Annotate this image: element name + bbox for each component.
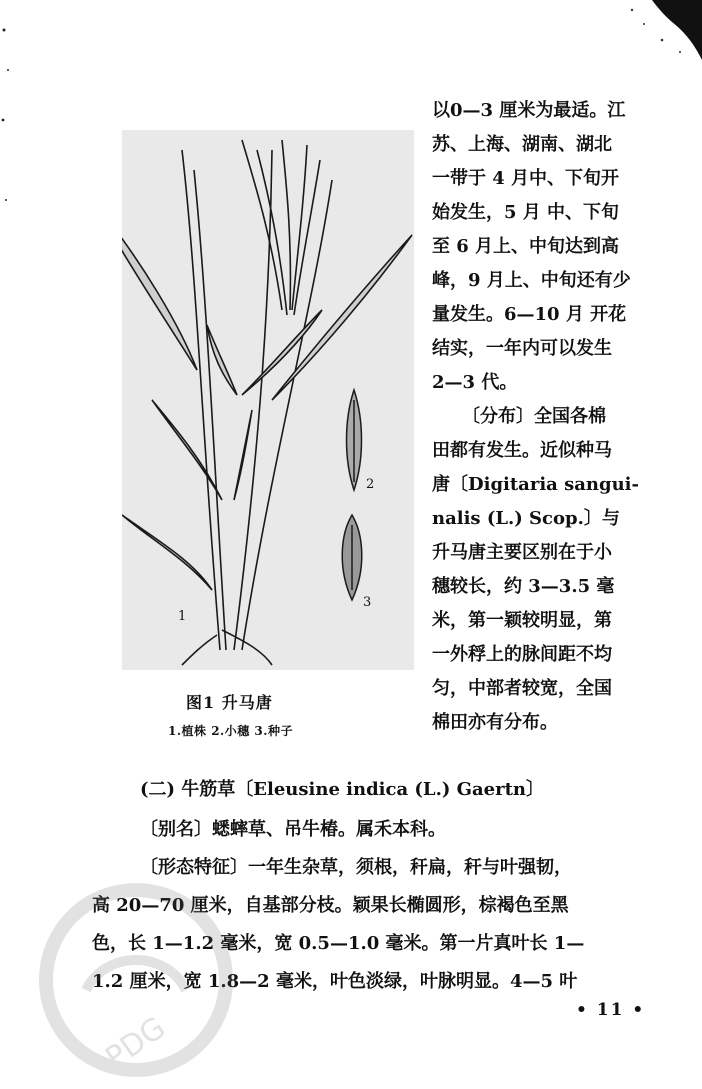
text-line: 至 6 月上、中旬达到高 <box>432 236 620 257</box>
section-heading: (二) 牛筋草〔Eleusine indica (L.) Gaertn〕 <box>140 779 545 800</box>
text-line: 穗较长，约 3—3.5 毫 <box>432 576 615 597</box>
text-line: 峰，9 月上、中旬还有少 <box>432 270 631 291</box>
text-line: 苏、上海、湖南、湖北 <box>432 134 612 155</box>
text-line: 始发生，5 月 中、下旬 <box>432 202 620 223</box>
text-line: 一带于 4 月中、下旬开 <box>432 168 620 189</box>
watermark-text: PDG <box>99 1010 173 1076</box>
text-line: 结实，一年内可以发生 <box>432 338 612 359</box>
text-line: 以0—3 厘米为最适。江 <box>432 100 626 121</box>
figure-illustration <box>122 130 414 670</box>
scan-noise-left <box>0 0 30 260</box>
figure-label-3: 3 <box>363 595 372 610</box>
morphology-line-1: 〔形态特征〕一年生杂草，须根，秆扁，秆与叶强韧， <box>140 857 572 878</box>
figure-label-1: 1 <box>178 609 187 624</box>
text-line: 〔分布〕全国各棉 <box>462 406 606 427</box>
morphology-line-3: 色，长 1—1.2 毫米，宽 0.5—1.0 毫米。第一片真叶长 1— <box>92 933 585 954</box>
scan-noise-corner <box>592 0 702 70</box>
watermark-logo <box>36 880 236 1080</box>
morphology-line-4: 1.2 厘米，宽 1.8—2 毫米，叶色淡绿，叶脉明显。4—5 叶 <box>92 971 578 992</box>
figure-subcaption: 1.植株 2.小穗 3.种子 <box>168 724 293 738</box>
text-line: 升马唐主要区别在于小 <box>432 542 612 563</box>
text-line: 匀，中部者较宽，全国 <box>432 678 612 699</box>
plant-drawing <box>122 130 414 670</box>
figure-label-2: 2 <box>366 477 375 492</box>
text-line: 田都有发生。近似种马 <box>432 440 612 461</box>
figure-caption: 图1 升马唐 <box>186 693 273 712</box>
morphology-line-2: 高 20—70 厘米，自基部分枝。颖果长椭圆形，棕褐色至黑 <box>92 895 569 916</box>
page-number: • 11 • <box>576 1000 646 1020</box>
text-line: 米，第一颖较明显，第 <box>432 610 612 631</box>
text-line: 量发生。6—10 月 开花 <box>432 304 627 325</box>
text-line: nalis (L.) Scop.〕与 <box>432 508 620 529</box>
right-column-text <box>432 94 662 740</box>
text-line: 唐〔Digitaria sangui- <box>432 474 639 495</box>
text-line: 2—3 代。 <box>432 372 518 393</box>
text-line: 棉田亦有分布。 <box>432 712 558 733</box>
alias-line: 〔别名〕蟋蟀草、吊牛椿。属禾本科。 <box>140 819 446 840</box>
text-line: 一外稃上的脉间距不均 <box>432 644 612 665</box>
